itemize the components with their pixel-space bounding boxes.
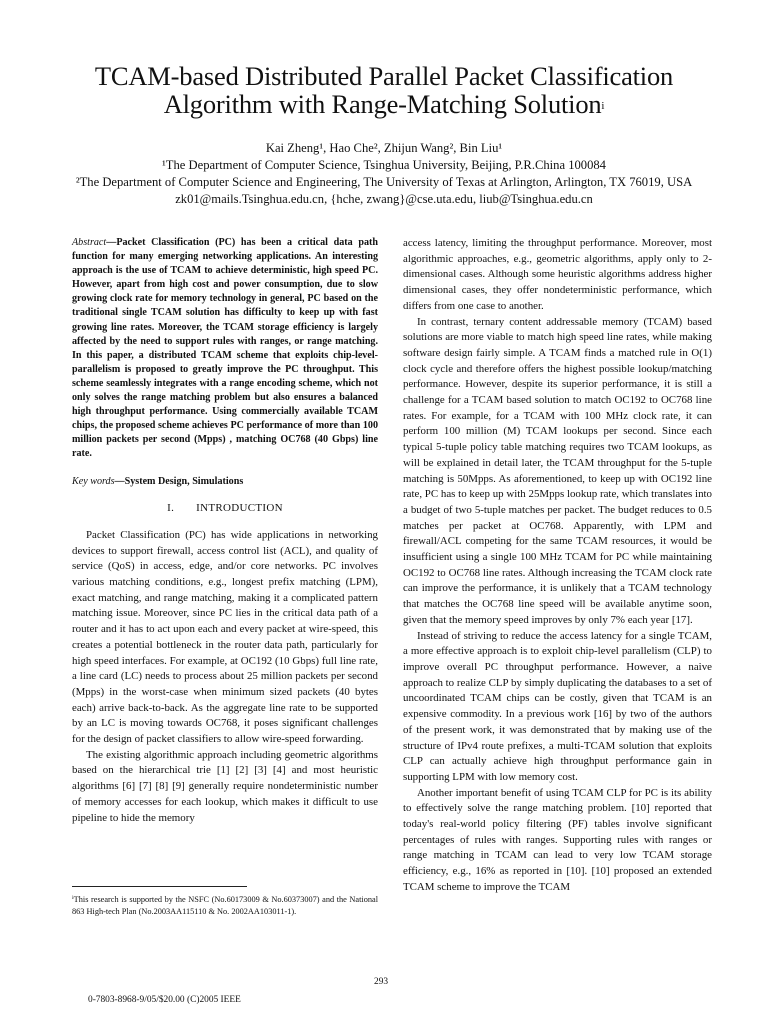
title-line-1: TCAM-based Distributed Parallel Packet Classification [94,61,674,91]
footnote-divider [72,886,247,887]
title-line-2-text: Algorithm with Range-Matching Solution [163,89,602,119]
left-column [72,236,378,826]
isbn-footer: 0-7803-8968-9/05/$20.00 (C)2005 IEEE [88,995,241,1005]
paragraph: access latency, limiting the throughput performance. Moreover, most algorithmic approaches, e.g., geometric algorithms, apply only to 2-dimensional cases. Although some heuristic algorithms address higher dimensional cases, they offer nondeterministic performance, which differs from one case to another. [403,237,712,312]
footnote: ⁱThis research is supported by the NSFC (No.60173009 & No.60373007) and the National 863 High-tech Plan (No.2003AA115110 & No. 2002AA103011-1). [72,895,378,916]
abstract-text: —Packet Classification (PC) has been a critical data path function for many emerging networking applications. An interesting approach is the use of TCAM to achieve deterministic, high speed PC. However, apart from high cost and power consumption, due to slow growing clock rate for memory technology in general, PC based on the traditional single TCAM solution has difficulty to keep up with fast growing line rates. Moreover, the TCAM storage efficiency is largely affected by the need to support rules with ranges, or range matching. In this paper, a distributed TCAM scheme that exploits chip-level-parallelism is proposed to greatly improve the PC throughput. This scheme seamlessly integrates with a range encoding scheme, which not only solves the range matching problem but also ensures a balanced high throughput performance. Using commercially available TCAM chips, the proposed scheme achieves PC performance of more than 100 million packets per second (Mpps) , matching OC768 (40 Gbps) line rate. [72,237,378,460]
page-number: 293 [374,977,389,987]
keywords-lead: Key words [72,475,115,487]
right-column [403,236,712,896]
section-heading-introduction [72,501,378,517]
section-number: I. [167,502,175,515]
paragraph: Another important benefit of using TCAM CLP for PC is its ability to effectively solve the range matching problem. [10] reported that today's real-world policy filtering (PF) tables involve significant percentages of rules with ranges. Supporting rules with ranges or range matching in TCAM can lead to very low TCAM storage efficiency, e.g., 16% as reported in [10]. [10] proposed an extended TCAM scheme to improve the TCAM [403,786,712,893]
section-title: INTRODUCTION [196,502,283,515]
affiliation-1: ¹The Department of Computer Science, Tsinghua University, Beijing, P.R.China 100084 [162,158,606,172]
author-names: Kai Zheng¹, Hao Che², Zhijun Wang², Bin Liu¹ [265,141,503,155]
title-footnote-mark: i [601,100,605,112]
paragraph: The existing algorithmic approach including geometric algorithms based on the hierarchical trie [1] [2] [3] [4] and most heuristic algorithms [6] [7] [8] [9] generally require nondeterministic number of memory accesses for each lookup, which makes it difficult to use pipeline to hide the memory [72,748,378,824]
author-block [40,140,728,208]
paragraph: In contrast, ternary content addressable memory (TCAM) based solutions are more viable to match high speed line rates, while making software design fairly simple. A TCAM finds a matched rule in O(1) clock cycle and therefore offers the highest possible lookup/matching performance. However, despite its superior performance, it is still a challenge for a TCAM based solution to match OC192 to OC768 line rates. For example, for a TCAM with 100 MHz clock rate, it can perform 100 million (M) TCAM lookups per second. Since each typical 5-tuple policy table matching requires two TCAM lookups, as will be explained in detail later, the TCAM throughput for the 5-tuple matching is 50Mpps. As aforementioned, to keep up with OC192 line rate, PC has to keep up with 25Mpps lookup rate, which translates into a budget of two 5-tuple matches per packet. The budget reduces to 0.5 matches per packet at OC768. Apparently, with LPM and firewall/ACL competing for the same TCAM resources, it would be insufficient using a single 100 MHz TCAM for PC while maintaining OC192 to OC768 line rates. Although increasing the TCAM clock rate can improve the performance, it is unlikely that a TCAM technology that matches the OC768 line speed will be available anytime soon, given that the memory speed improves by only 7% each year [17]. [403,315,712,626]
title-line-2 [40,90,728,118]
paragraph: Packet Classification (PC) has wide applications in networking devices to support firewall, access control list (ACL), and quality of service (QoS) in access, edge, and/or core networks. PC involves various matching conditions, e.g., longest prefix matching (LPM), exact matching, and range matching, making it a complicated pattern matching issue. Moreover, since PC lies in the critical data path of a router and it has to act upon each and every packet at wire-speed, this creates a potential bottleneck in the router data path, particularly for high speed interfaces. For example, at OC192 (10 Gbps) full line rate, a line card (LC) needs to process about 25 million packets per second (Mpps) in the worst-case when minimum sized packets (40 bytes each) arrive back-to-back. As the aggregate line rate to be supported by an LC is moving towards OC768, it poses significant challenges for the design of packet classifiers to allow wire-speed forwarding. [72,528,378,746]
paragraph: Instead of striving to reduce the access latency for a single TCAM, a more effective approach is to exploit chip-level parallelism (CLP) to improve overall PC throughput performance. However, a naive approach to realize CLP by simply duplicating the databases to a set of uncoordinated TCAM chips can be costly, given that TCAM is an expensive commodity. In a previous work [16] by two of the authors of the present work, it was demonstrated that by making use of the structure of IPv4 route prefixes, a multi-TCAM solution that exploits CLP can actually achieve high throughput performance gain in supporting LPM with low memory cost. [403,629,712,783]
author-emails: zk01@mails.Tsinghua.edu.cn, {hche, zwang}@cse.uta.edu, liub@Tsinghua.edu.cn [175,192,593,206]
paper-title [40,62,728,118]
keywords-text: —System Design, Simulations [114,475,244,487]
keywords [72,474,378,490]
affiliation-2: ²The Department of Computer Science and Engineering, The University of Texas at Arlington, Arlington, TX 76019, USA [75,175,693,189]
abstract-lead: Abstract [72,237,107,248]
abstract [72,236,378,462]
